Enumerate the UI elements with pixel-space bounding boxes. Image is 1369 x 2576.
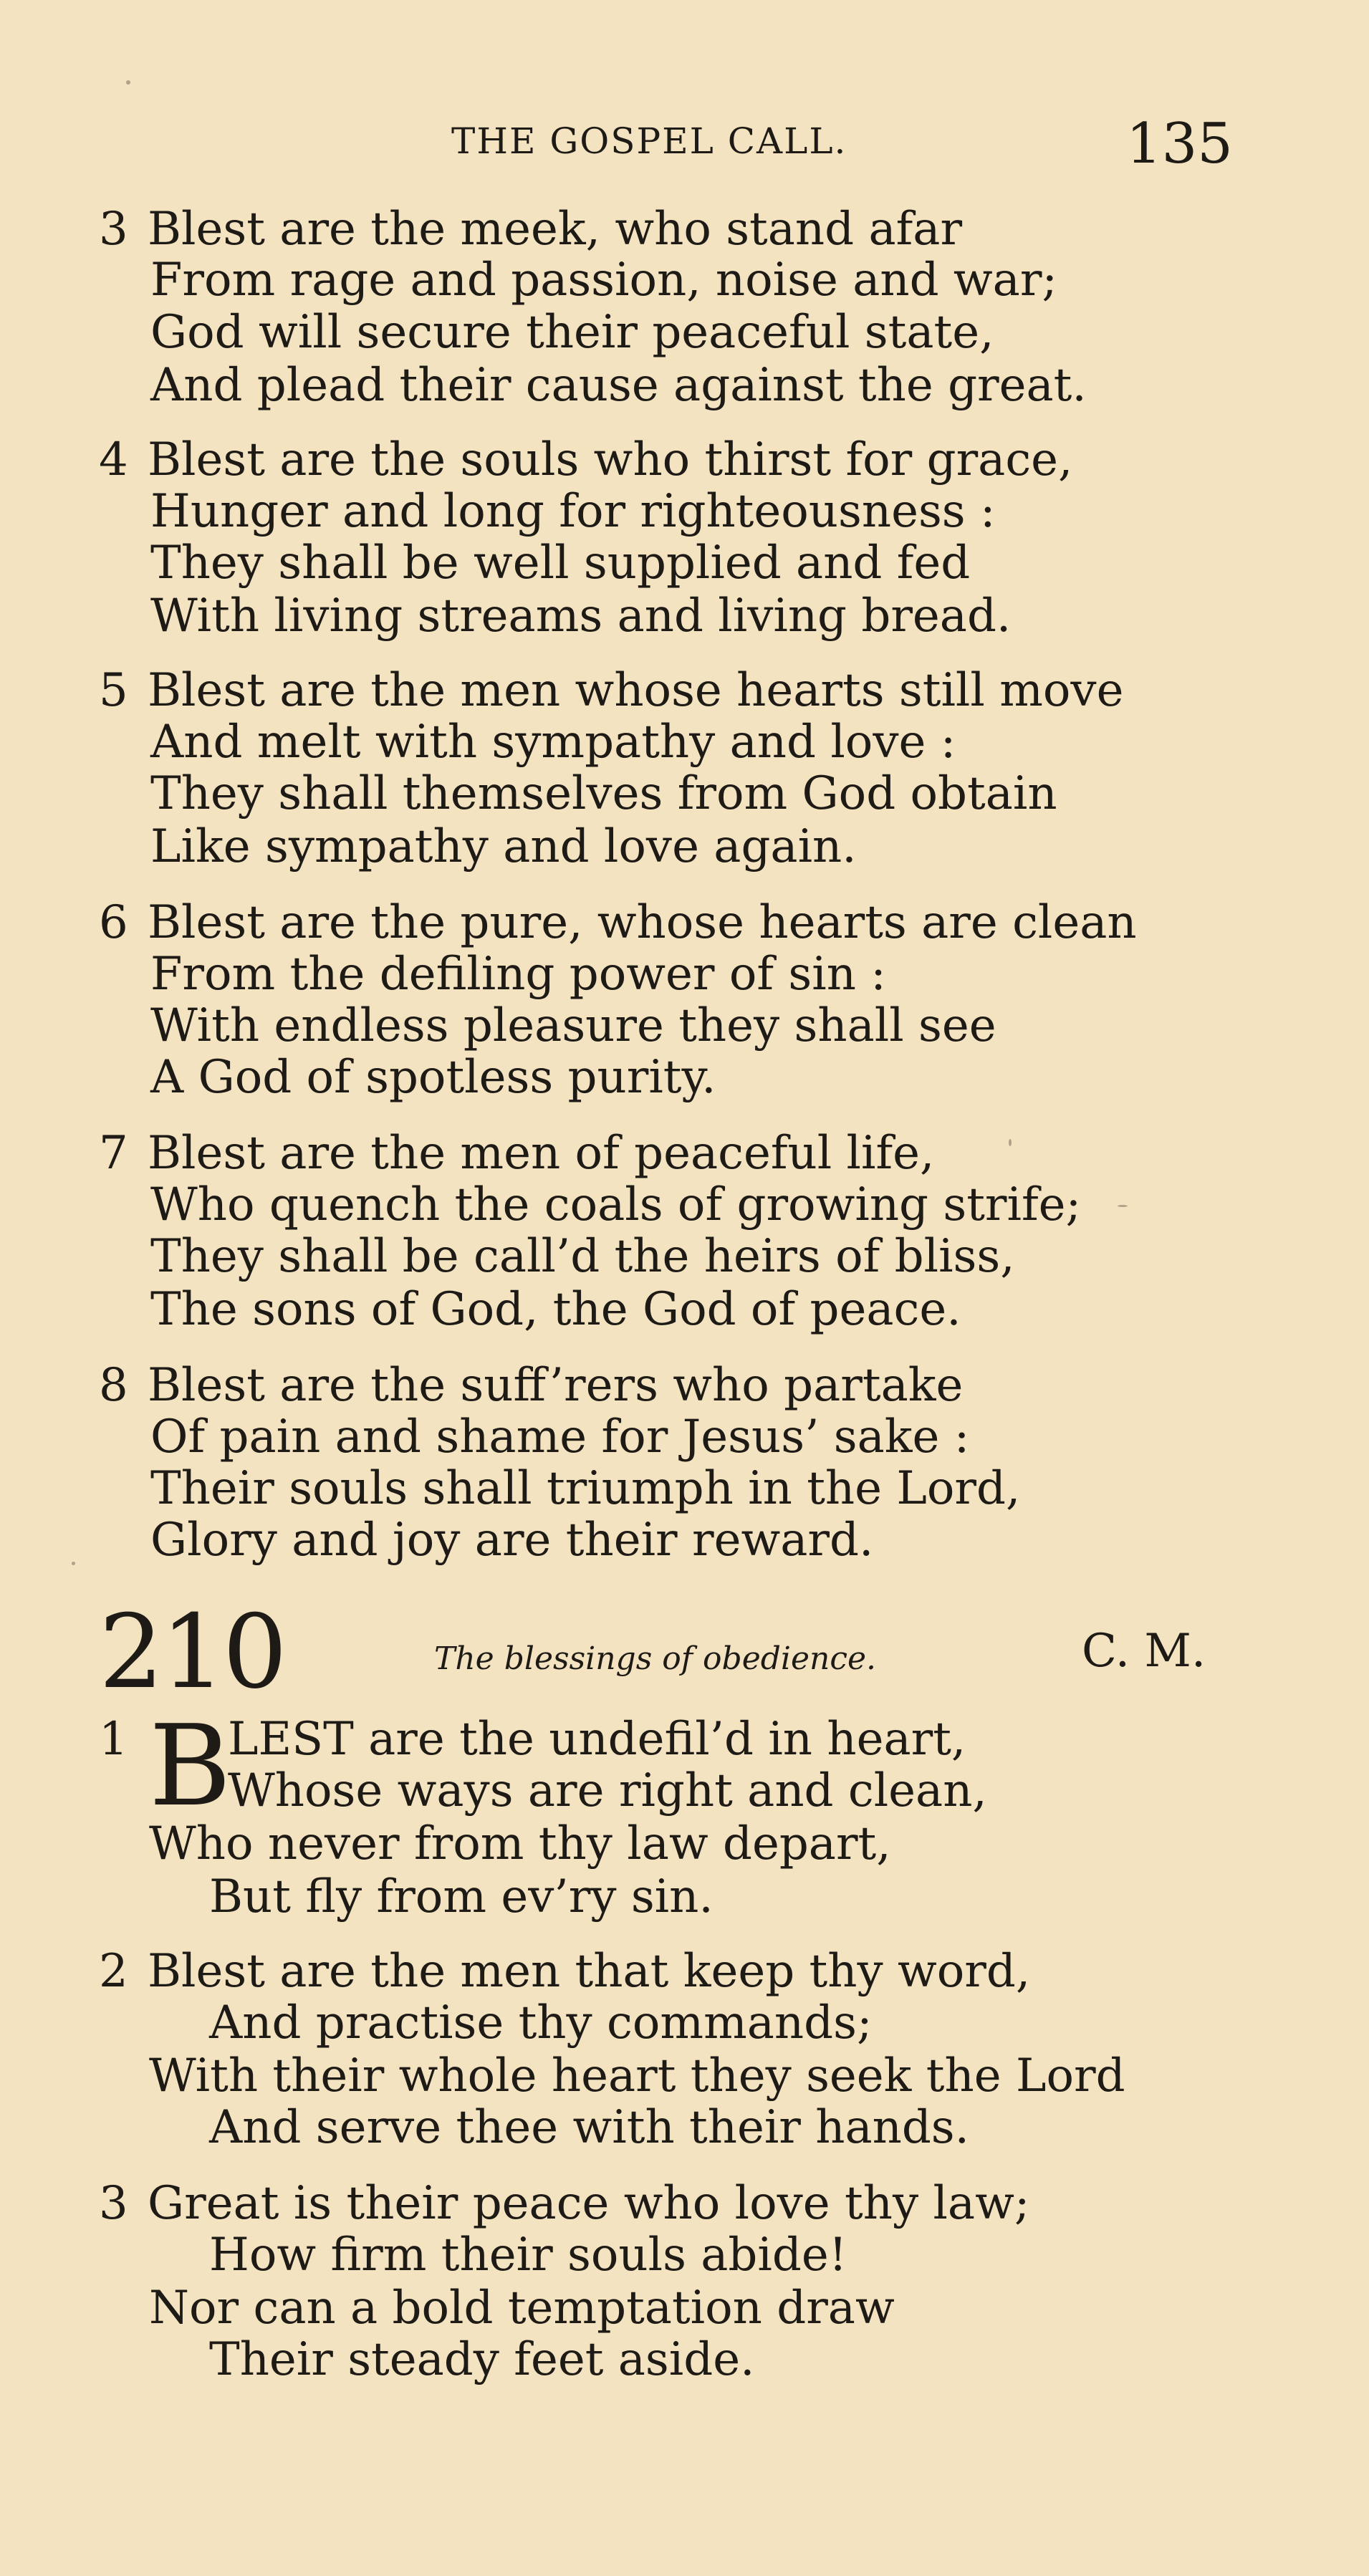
stanza-number: 3 bbox=[99, 203, 128, 256]
stanza-number: 2 bbox=[99, 1945, 128, 1998]
paper-speck bbox=[72, 1562, 75, 1565]
stanza-line: Their souls shall triumph in the Lord, bbox=[150, 1462, 1021, 1515]
stanza-line: Their steady feet aside. bbox=[209, 2333, 755, 2386]
stanza-line: Nor can a bold temptation draw bbox=[149, 2282, 895, 2335]
stanza-line: Who never from thy law depart, bbox=[149, 1817, 891, 1870]
stanza-number: 1 bbox=[99, 1713, 128, 1766]
stanza-line: And practise thy commands; bbox=[209, 1996, 873, 2049]
stanza-line: They shall be well supplied and fed bbox=[150, 537, 971, 590]
stanza-line: God will secure their peaceful state, bbox=[150, 306, 994, 359]
paper-speck bbox=[1118, 1205, 1128, 1207]
hymn-title: The blessings of obedience. bbox=[434, 1640, 877, 1677]
stanza-line: How firm their souls abide! bbox=[209, 2229, 847, 2282]
stanza-line: With their whole heart they seek the Lord bbox=[149, 2049, 1125, 2102]
stanza-line: Great is their peace who love thy law; bbox=[148, 2177, 1030, 2230]
stanza-number: 8 bbox=[99, 1359, 128, 1412]
running-header: THE GOSPEL CALL. bbox=[451, 120, 847, 162]
stanza-line: They shall be call’d the heirs of bliss, bbox=[150, 1230, 1015, 1283]
stanza-line: Glory and joy are their reward. bbox=[150, 1514, 874, 1567]
stanza-line: Blest are the men of peaceful life, bbox=[148, 1127, 935, 1180]
stanza-line: The sons of God, the God of peace. bbox=[150, 1283, 961, 1336]
stanza-line: Blest are the men that keep thy word, bbox=[148, 1945, 1031, 1998]
stanza-line: Who quench the coals of growing strife; bbox=[150, 1178, 1082, 1231]
stanza-line: But fly from ev’ry sin. bbox=[209, 1870, 714, 1923]
stanza-number: 3 bbox=[99, 2177, 128, 2230]
stanza-line: And melt with sympathy and love : bbox=[150, 716, 956, 769]
stanza-line: With endless pleasure they shall see bbox=[150, 999, 996, 1052]
stanza-number: 5 bbox=[99, 664, 128, 717]
stanza-line: And serve thee with their hands. bbox=[209, 2101, 969, 2154]
stanza-number: 6 bbox=[99, 896, 128, 949]
stanza-line: From rage and passion, noise and war; bbox=[150, 254, 1057, 307]
stanza-number: 4 bbox=[99, 433, 128, 486]
stanza-line: LEST are the undefil’d in heart, bbox=[228, 1713, 966, 1766]
hymn-number: 210 bbox=[99, 1593, 285, 1711]
stanza-line: Like sympathy and love again. bbox=[150, 820, 857, 873]
stanza-line: And plead their cause against the great. bbox=[150, 359, 1087, 412]
stanza-line: From the defiling power of sin : bbox=[150, 948, 886, 1001]
stanza-line: Blest are the souls who thirst for grace, bbox=[148, 433, 1073, 486]
stanza-line: They shall themselves from God obtain bbox=[150, 767, 1057, 820]
stanza-line: Blest are the men whose hearts still move bbox=[148, 664, 1124, 717]
stanza-line: Of pain and shame for Jesus’ sake : bbox=[150, 1410, 970, 1464]
stanza-line: With living streams and living bread. bbox=[150, 590, 1012, 643]
drop-cap: B bbox=[149, 1701, 231, 1831]
hymn-meter: C. M. bbox=[1082, 1625, 1206, 1678]
paper-speck bbox=[1009, 1139, 1012, 1146]
stanza-line: A God of spotless purity. bbox=[150, 1051, 716, 1104]
paper-speck bbox=[126, 80, 130, 85]
stanza-line: Blest are the suff’rers who partake bbox=[148, 1359, 964, 1412]
stanza-line: Whose ways are right and clean, bbox=[228, 1764, 987, 1817]
stanza-line: Blest are the pure, whose hearts are clean bbox=[148, 896, 1137, 949]
page-number: 135 bbox=[1126, 112, 1233, 176]
stanza-line: Hunger and long for righteousness : bbox=[150, 485, 996, 538]
stanza-line: Blest are the meek, who stand afar bbox=[148, 203, 963, 256]
stanza-number: 7 bbox=[99, 1127, 128, 1180]
